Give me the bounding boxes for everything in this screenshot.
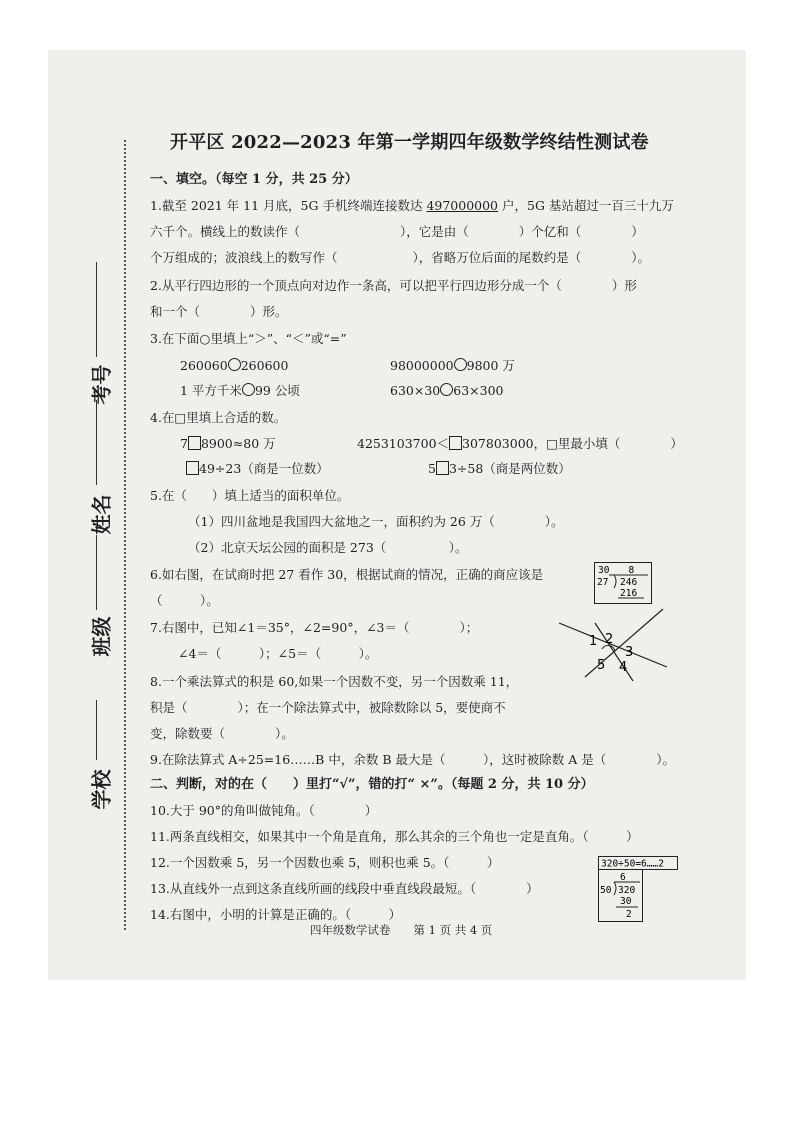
q7-angle-label-2: 2: [605, 632, 614, 647]
q13-line: 13.从直线外一点到这条直线所画的线段中垂直线段最短。（ ）: [150, 881, 539, 896]
q14-fig-product: 30: [620, 896, 632, 907]
q14-line: 14.右图中，小明的计算是正确的。（ ）: [150, 907, 402, 922]
q5-line3: （2）北京天坛公园的面积是 273（ ）。: [188, 540, 468, 555]
q4-line1: 4.在□里填上合适的数。: [150, 410, 287, 425]
section-1-heading: 一、填空。（每空 1 分，共 25 分）: [150, 172, 358, 187]
q3-compare-a: 260060 260600: [180, 358, 289, 373]
side-blank-school: [96, 700, 97, 760]
q1-line1: 1.截至 2021 年 11 月底，5G 手机终端连接数达 497000000 户，5G 基站超过一百三十九万: [150, 198, 674, 213]
answer-box[interactable]: [186, 461, 199, 475]
q10-line: 10.大于 90°的角叫做钝角。（ ）: [150, 803, 378, 818]
answer-box[interactable]: [449, 436, 462, 450]
q4-item-c: 49÷23（商是一位数）: [186, 461, 329, 477]
q2-line1: 2.从平行四边形的一个顶点向对边作一条高，可以把平行四边形分成一个（ ）形: [150, 278, 637, 293]
compare-circle[interactable]: [228, 358, 241, 371]
q14-long-division-figure: [598, 856, 678, 922]
q9-line1: 9.在除法算式 A÷25=16……B 中，余数 B 最大是（ ），这时被除数 A 是（ ）。: [150, 752, 675, 767]
side-label-school: 学校: [89, 769, 114, 810]
q7-angle-figure: [555, 605, 673, 685]
q5-line2: （1）四川盆地是我国四大盆地之一，面积约为 26 万（ ）。: [188, 514, 564, 529]
compare-circle[interactable]: [242, 383, 255, 396]
q4-item-a: 7 8900≈80 万: [180, 436, 276, 451]
q5-line1: 5.在（ ）填上适当的面积单位。: [150, 488, 350, 503]
q12-line: 12.一个因数乘 5，另一个因数也乘 5，则积也乘 5。（ ）: [150, 855, 500, 870]
q8-line1: 8.一个乘法算式的积是 60,如果一个因数不变，另一个因数乘 11，: [150, 674, 519, 689]
compare-circle[interactable]: [440, 383, 453, 396]
q3-compare-b: 98000000 9800 万: [390, 358, 515, 373]
q6-long-division-figure: [594, 562, 652, 604]
q3-compare-d: 630×30 63×300: [390, 383, 504, 398]
answer-box[interactable]: [436, 461, 449, 475]
binding-dotted-line: [124, 140, 126, 930]
side-blank-class: [96, 535, 97, 610]
side-label-name: 姓名: [89, 494, 114, 535]
q8-line3: 变，除数要（ ）。: [150, 726, 294, 741]
page-footer: 四年级数学试卷 第 1 页 共 4 页: [310, 923, 493, 937]
side-blank-exam-no: [96, 262, 97, 357]
q14-fig-header: 320÷50=6……2: [601, 858, 664, 870]
q14-fig-divisor: 50: [600, 885, 612, 896]
q11-line: 11.两条直线相交，如果其中一个角是直角，那么其余的三个角也一定是直角。（ ）: [150, 829, 639, 844]
answer-box[interactable]: [188, 436, 201, 450]
q8-line2: 积是（ ）；在一个除法算式中，被除数除以 5，要使商不: [150, 700, 506, 715]
q6-line2: （ ）。: [150, 593, 219, 608]
q7-line2: ∠4＝（ ）；∠5＝（ ）。: [178, 646, 378, 661]
q6-fig-product: 216: [620, 588, 638, 599]
q6-fig-dividend: 246: [620, 577, 638, 588]
q3-line1: 3.在下面○里填上“＞”、“＜”或“=”: [150, 331, 347, 346]
q6-line1: 6.如右图，在试商时把 27 看作 30，根据试商的情况，正确的商应该是: [150, 567, 544, 582]
q7-angle-label-3: 3: [625, 645, 634, 660]
side-label-class: 班级: [89, 616, 114, 657]
q14-fig-remainder: 2: [626, 909, 632, 920]
q14-fig-quotient: 6: [620, 872, 626, 883]
q1-line2: 六千个。横线上的数读作（ ），它是由（ ）个亿和（ ）: [150, 224, 644, 239]
q6-fig-divisor: 27: [597, 577, 609, 588]
q7-angle-label-1: 1: [589, 634, 598, 649]
page-title: 开平区 2022—2023 年第一学期四年级数学终结性测试卷: [170, 132, 649, 153]
q3-compare-c: 1 平方千米 99 公顷: [180, 383, 300, 398]
compare-circle[interactable]: [454, 358, 467, 371]
q2-line2: 和一个（ ）形。: [150, 304, 288, 319]
q1-underlined-number: 497000000: [426, 198, 499, 213]
q7-angle-label-5: 5: [597, 658, 606, 673]
q7-line1: 7.右图中，已知∠1＝35°，∠2=90°，∠3＝（ ）；: [150, 620, 479, 635]
section-2-heading: 二、判断，对的在（ ）里打“√”，错的打“ ×”。（每题 2 分，共 10 分）: [150, 777, 594, 792]
q6-fig-top: 30 8: [598, 565, 635, 576]
q4-item-d: 5 3÷58（商是两位数）: [428, 461, 571, 476]
side-blank-name: [96, 400, 97, 485]
side-label-exam-no: 考号: [89, 364, 114, 405]
q4-item-b: 4253103700＜ 307803000，□里最小填（ ）: [357, 436, 683, 451]
q7-angle-label-4: 4: [619, 660, 628, 675]
q1-line3: 个万组成的；波浪线上的数写作（ ），省略万位后面的尾数约是（ ）。: [150, 250, 651, 265]
q14-fig-dividend: 320: [618, 885, 636, 896]
